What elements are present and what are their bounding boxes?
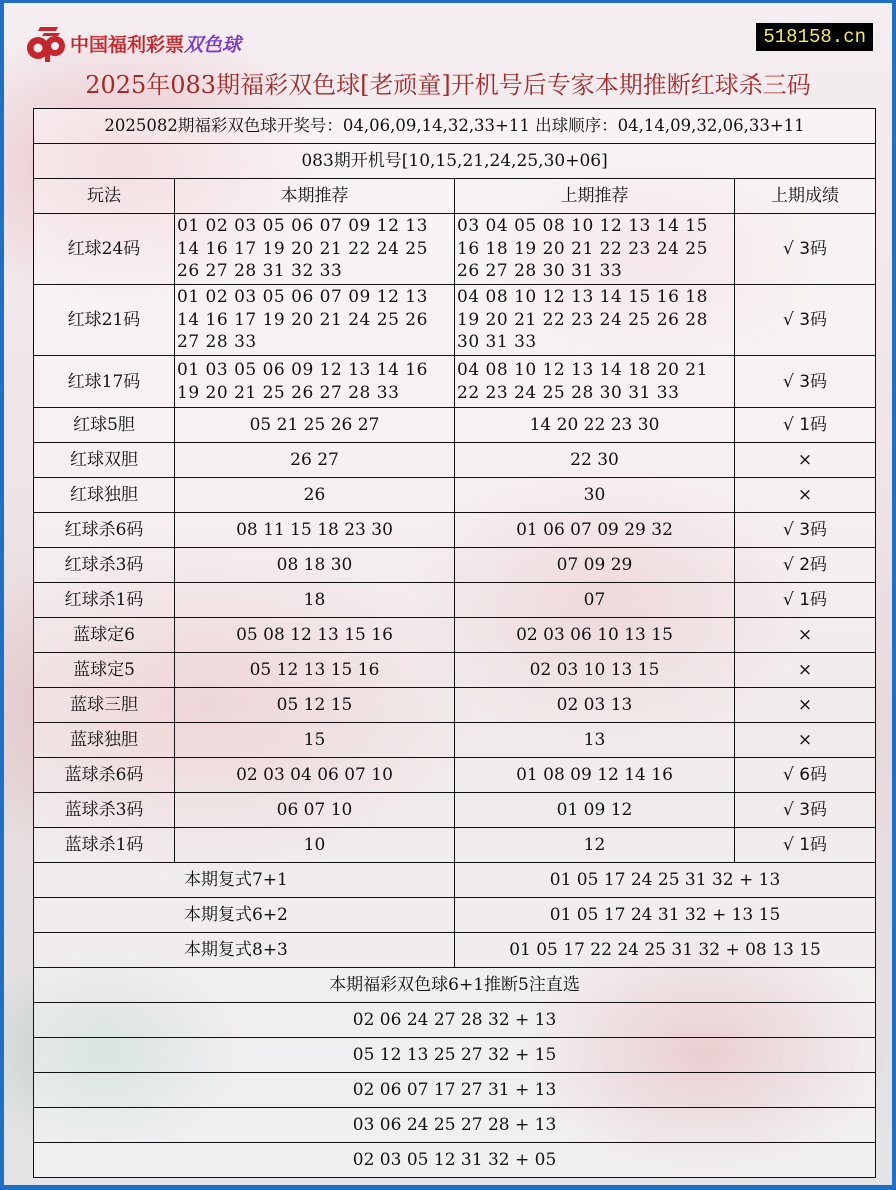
current-recommendation: 18 <box>175 583 455 618</box>
site-badge[interactable]: 518158.cn <box>756 23 873 51</box>
number-line: 03 04 05 08 10 12 13 14 15 <box>457 216 708 237</box>
previous-result: √ 3码 <box>735 285 876 356</box>
table-row <box>34 443 876 478</box>
number-line: 27 28 33 <box>177 332 257 353</box>
previous-result: × <box>735 478 876 513</box>
row-label: 蓝球定5 <box>34 653 175 688</box>
row-label: 红球17码 <box>34 356 175 408</box>
previous-result: √ 3码 <box>735 513 876 548</box>
row-label: 红球5胆 <box>34 408 175 443</box>
pick-numbers: 05 12 13 25 27 32 + 15 <box>34 1038 876 1073</box>
pick-numbers: 03 06 24 25 27 28 + 13 <box>34 1108 876 1143</box>
previous-result: × <box>735 618 876 653</box>
pick-numbers: 02 03 05 12 31 32 + 05 <box>34 1143 876 1178</box>
table-row <box>34 408 876 443</box>
current-recommendation: 02 03 04 06 07 10 <box>175 758 455 793</box>
row-label: 红球独胆 <box>34 478 175 513</box>
previous-recommendation: 02 03 10 13 15 <box>455 653 735 688</box>
column-header-current: 本期推荐 <box>175 179 455 214</box>
previous-recommendation: 02 03 06 10 13 15 <box>455 618 735 653</box>
number-line: 14 16 17 19 20 21 22 24 25 <box>177 238 428 259</box>
row-label: 红球杀1码 <box>34 583 175 618</box>
column-header-method: 玩法 <box>34 179 175 214</box>
table-row <box>34 356 876 408</box>
table-header-row <box>34 179 876 214</box>
compound-label: 本期复式7+1 <box>34 863 455 898</box>
compound-row <box>34 933 876 968</box>
previous-recommendation: 01 06 07 09 29 32 <box>455 513 735 548</box>
current-recommendation: 26 <box>175 478 455 513</box>
pick-numbers: 02 06 07 17 27 31 + 13 <box>34 1073 876 1108</box>
table-row <box>34 583 876 618</box>
current-recommendation: 06 07 10 <box>175 793 455 828</box>
row-label: 蓝球定6 <box>34 618 175 653</box>
row-label: 红球杀6码 <box>34 513 175 548</box>
previous-result: √ 2码 <box>735 548 876 583</box>
number-line: 22 23 24 25 28 30 31 33 <box>457 382 680 403</box>
number-line: 19 20 21 25 26 27 28 33 <box>177 382 400 403</box>
table-row <box>34 723 876 758</box>
previous-recommendation <box>455 285 735 356</box>
current-recommendation: 05 12 15 <box>175 688 455 723</box>
compound-row <box>34 863 876 898</box>
table-row <box>34 478 876 513</box>
current-recommendation <box>175 356 455 408</box>
table-row <box>34 214 876 285</box>
table-row <box>34 758 876 793</box>
pick-row <box>34 1038 876 1073</box>
previous-recommendation: 07 09 29 <box>455 548 735 583</box>
compound-numbers: 01 05 17 22 24 25 31 32 + 08 13 15 <box>455 933 876 968</box>
lottery-logo <box>22 23 241 63</box>
table-row <box>34 793 876 828</box>
picks-title-row <box>34 968 876 1003</box>
previous-recommendation: 02 03 13 <box>455 688 735 723</box>
number-line: 26 27 28 30 31 33 <box>457 261 623 282</box>
previous-result: × <box>735 443 876 478</box>
previous-recommendation: 12 <box>455 828 735 863</box>
current-recommendation: 05 21 25 26 27 <box>175 408 455 443</box>
previous-recommendation: 13 <box>455 723 735 758</box>
number-line: 01 02 03 05 06 07 09 12 13 <box>177 287 428 308</box>
number-line: 19 20 21 22 23 24 25 26 28 <box>457 309 708 330</box>
previous-result: √ 3码 <box>735 356 876 408</box>
previous-result: √ 6码 <box>735 758 876 793</box>
logo-text: 中国福利彩票 <box>70 33 185 56</box>
logo-game-name: 双色球 <box>184 33 242 56</box>
row-label: 蓝球独胆 <box>34 723 175 758</box>
previous-result: √ 1码 <box>735 828 876 863</box>
row-label: 蓝球杀3码 <box>34 793 175 828</box>
header <box>4 3 892 107</box>
number-line: 04 08 10 12 13 14 15 16 18 <box>457 287 708 308</box>
previous-recommendation: 01 09 12 <box>455 793 735 828</box>
table-row <box>34 618 876 653</box>
table-row <box>34 513 876 548</box>
number-line: 26 27 28 31 32 33 <box>177 261 343 282</box>
previous-result: √ 1码 <box>735 408 876 443</box>
compound-numbers: 01 05 17 24 31 32 + 13 15 <box>455 898 876 933</box>
current-recommendation: 08 18 30 <box>175 548 455 583</box>
column-header-previous: 上期推荐 <box>455 179 735 214</box>
compound-label: 本期复式6+2 <box>34 898 455 933</box>
current-recommendation: 08 11 15 18 23 30 <box>175 513 455 548</box>
row-label: 红球24码 <box>34 214 175 285</box>
machine-number-row <box>34 144 876 179</box>
previous-recommendation <box>455 214 735 285</box>
current-recommendation: 26 27 <box>175 443 455 478</box>
row-label: 红球21码 <box>34 285 175 356</box>
pick-row <box>34 1003 876 1038</box>
column-header-result: 上期成绩 <box>735 179 876 214</box>
previous-recommendation: 30 <box>455 478 735 513</box>
compound-label: 本期复式8+3 <box>34 933 455 968</box>
number-line: 04 08 10 12 13 14 18 20 21 <box>457 360 708 380</box>
previous-recommendation: 01 08 09 12 14 16 <box>455 758 735 793</box>
previous-result: √ 1码 <box>735 583 876 618</box>
previous-draw-info: 2025082期福彩双色球开奖号：04,06,09,14,32,33+11 出球顺序：04,14,09,32,06,33+11 <box>34 109 876 144</box>
number-line: 01 02 03 05 06 07 09 12 13 <box>177 216 428 237</box>
page-title: 2025年083期福彩双色球[老顽童]开机号后专家本期推断红球杀三码 <box>85 71 811 99</box>
number-line: 01 03 05 06 09 12 13 14 16 <box>177 360 428 380</box>
row-label: 红球杀3码 <box>34 548 175 583</box>
machine-number-info: 083期开机号[10,15,21,24,25,30+06] <box>34 144 876 179</box>
current-recommendation <box>175 285 455 356</box>
current-recommendation: 05 08 12 13 15 16 <box>175 618 455 653</box>
previous-result: √ 3码 <box>735 793 876 828</box>
table-row <box>34 285 876 356</box>
picks-title: 本期福彩双色球6+1推断5注直选 <box>34 968 876 1003</box>
previous-draw-row <box>34 109 876 144</box>
current-recommendation <box>175 214 455 285</box>
current-recommendation: 05 12 13 15 16 <box>175 653 455 688</box>
row-label: 蓝球杀1码 <box>34 828 175 863</box>
table-row <box>34 653 876 688</box>
pick-row <box>34 1143 876 1178</box>
previous-result: × <box>735 723 876 758</box>
welfare-lottery-logo-icon <box>22 23 68 63</box>
pick-numbers: 02 06 24 27 28 32 + 13 <box>34 1003 876 1038</box>
previous-result: × <box>735 688 876 723</box>
compound-numbers: 01 05 17 24 25 31 32 + 13 <box>455 863 876 898</box>
current-recommendation: 10 <box>175 828 455 863</box>
previous-recommendation: 22 30 <box>455 443 735 478</box>
pick-row <box>34 1108 876 1143</box>
table-row <box>34 688 876 723</box>
previous-recommendation: 14 20 22 23 30 <box>455 408 735 443</box>
table-row <box>34 548 876 583</box>
pick-row <box>34 1073 876 1108</box>
row-label: 蓝球杀6码 <box>34 758 175 793</box>
row-label: 蓝球三胆 <box>34 688 175 723</box>
number-line: 14 16 17 19 20 21 24 25 26 <box>177 309 428 330</box>
number-line: 16 18 19 20 21 22 23 24 25 <box>457 238 708 259</box>
previous-recommendation <box>455 356 735 408</box>
previous-result: √ 3码 <box>735 214 876 285</box>
previous-result: × <box>735 653 876 688</box>
prediction-table <box>33 108 876 1178</box>
number-line: 30 31 33 <box>457 332 537 353</box>
previous-recommendation: 07 <box>455 583 735 618</box>
current-recommendation: 15 <box>175 723 455 758</box>
table-row <box>34 828 876 863</box>
compound-row <box>34 898 876 933</box>
row-label: 红球双胆 <box>34 443 175 478</box>
